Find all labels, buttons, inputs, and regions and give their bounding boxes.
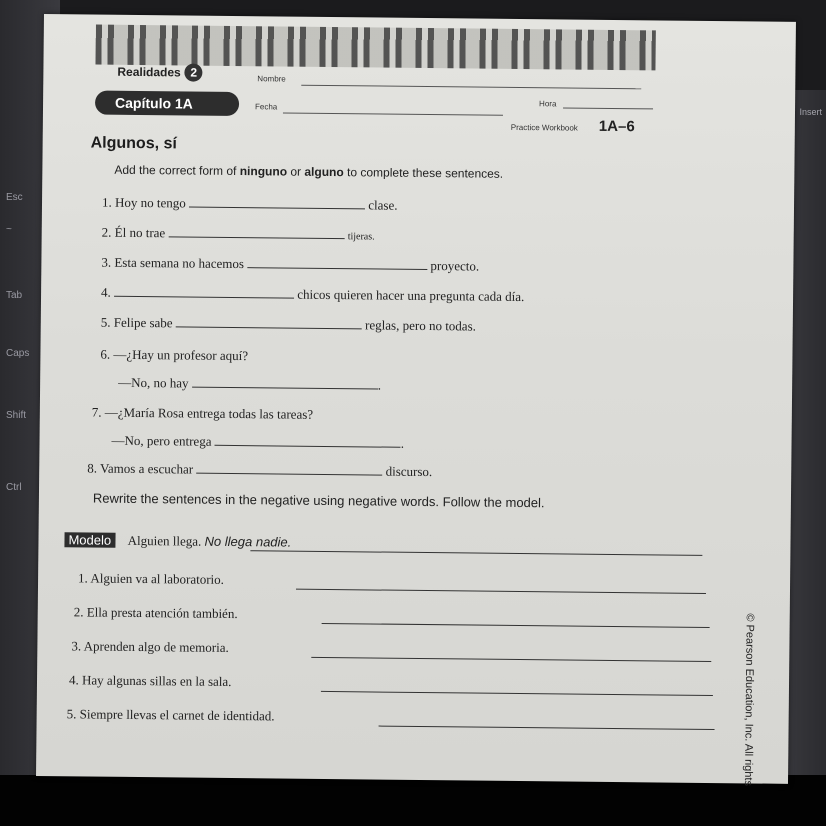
- part-b-instruction: Rewrite the sentences in the negative using negative words. Follow the model.: [92, 490, 545, 511]
- rewrite-line-3[interactable]: [311, 657, 711, 662]
- hora-label: Hora: [539, 99, 557, 109]
- blank-8[interactable]: [196, 463, 382, 476]
- insert-key: Insert: [799, 107, 822, 117]
- blank-1[interactable]: [189, 197, 365, 210]
- tilde-key: ~: [6, 224, 12, 235]
- item-3: 3. Esta semana no hacemos proyecto.: [101, 254, 480, 274]
- rewrite-2: 2. Ella presta atención también.: [73, 604, 238, 622]
- nombre-line: [301, 85, 641, 90]
- hora-line: [563, 107, 653, 109]
- chapter-pill: Capítulo 1A: [95, 91, 239, 117]
- shift-key: Shift: [6, 410, 27, 421]
- esc-key: Esc: [6, 192, 23, 203]
- modelo-line: [250, 550, 702, 556]
- book-title: Realidades 2: [117, 63, 203, 82]
- rewrite-4: 4. Hay algunas sillas en la sala.: [68, 672, 232, 689]
- tab-key: Tab: [6, 290, 23, 301]
- fecha-line: [283, 113, 503, 116]
- activity-title: Algunos, sí: [90, 134, 177, 153]
- item-5: 5. Felipe sabe reglas, pero no todas.: [100, 314, 477, 334]
- rewrite-5: 5. Siempre llevas el carnet de identidad.: [66, 706, 275, 724]
- item-1: 1. Hoy no tengo clase.: [101, 194, 398, 213]
- modelo-row: Modelo Alguien llega. No llega nadie.: [64, 532, 291, 550]
- rewrite-1: 1. Alguien va al laboratorio.: [78, 570, 225, 587]
- rewrite-line-2[interactable]: [322, 623, 710, 628]
- blank-3[interactable]: [247, 257, 427, 270]
- activity-instruction: Add the correct form of ninguno or alguno to complete these sentences.: [114, 162, 504, 181]
- item-6-answer: —No, no hay .: [118, 374, 382, 393]
- item-7-answer: —No, pero entrega .: [111, 432, 405, 451]
- modelo-answer: No llega nadie.: [204, 533, 292, 550]
- item-4: 4. chicos quieren hacer una pregunta cada día.: [101, 284, 525, 305]
- workbook-page: 1A–6: [598, 117, 635, 136]
- item-6: 6. —¿Hay un profesor aquí?: [100, 346, 249, 364]
- blank-4[interactable]: [114, 286, 294, 299]
- modelo-tag: Modelo: [64, 532, 115, 548]
- level-badge: 2: [185, 63, 203, 81]
- blank-2[interactable]: [168, 226, 344, 239]
- fecha-label: Fecha: [254, 102, 278, 112]
- rewrite-line-5[interactable]: [379, 726, 715, 731]
- ctrl-key: Ctrl: [6, 482, 22, 493]
- copyright-text: © Pearson Education, Inc. All rights: [741, 613, 756, 787]
- item-7: 7. —¿María Rosa entrega todas las tareas?: [91, 404, 314, 422]
- item-2: 2. Él no trae tijeras.: [101, 224, 375, 243]
- rewrite-line-4[interactable]: [321, 691, 713, 696]
- blank-5[interactable]: [176, 316, 362, 329]
- rewrite-3: 3. Aprenden algo de memoria.: [71, 638, 229, 655]
- nombre-label: Nombre: [257, 74, 286, 84]
- blank-7[interactable]: [215, 435, 401, 448]
- item-8: 8. Vamos a escuchar discurso.: [87, 460, 433, 480]
- workbook-label: Practice Workbook: [510, 122, 578, 133]
- blank-6[interactable]: [192, 377, 378, 390]
- worksheet: [36, 14, 796, 787]
- caps-key: Caps: [6, 348, 30, 359]
- rewrite-line-1[interactable]: [296, 589, 706, 594]
